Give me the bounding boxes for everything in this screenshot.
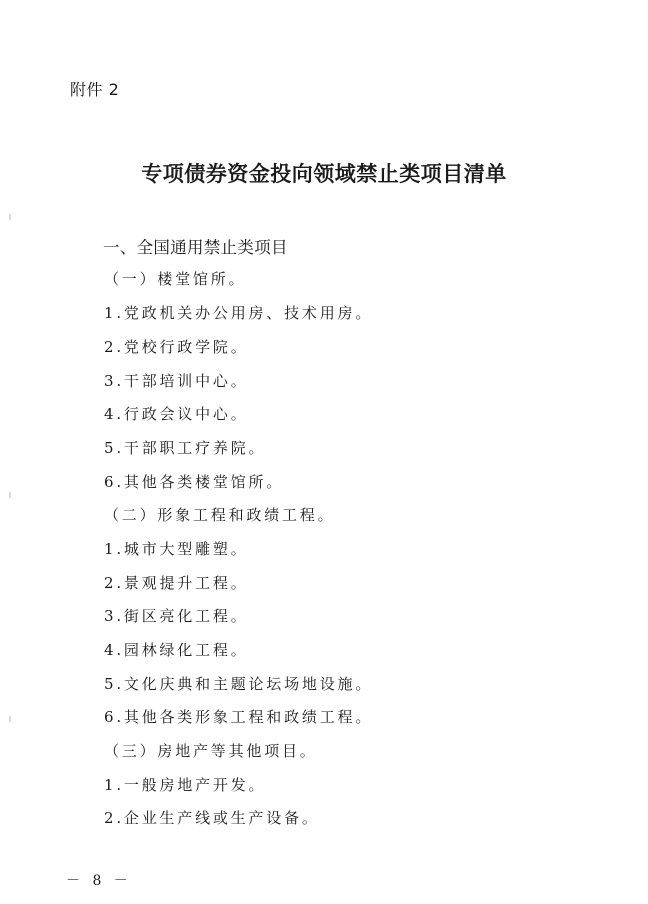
list-item: 2.景观提升工程。 — [104, 574, 249, 592]
list-item: 3.街区亮化工程。 — [104, 607, 249, 625]
list-item: 1.城市大型雕塑。 — [104, 540, 249, 558]
scan-mark — [9, 214, 11, 220]
subsection-heading-3: （三）房地产等其他项目。 — [104, 742, 318, 760]
subsection-heading-1: （一）楼堂馆所。 — [104, 270, 247, 288]
section-heading: 一、全国通用禁止类项目 — [103, 238, 288, 257]
list-item: 3.干部培训中心。 — [104, 372, 249, 390]
subsection-heading-2: （二）形象工程和政绩工程。 — [104, 506, 336, 524]
list-item: 1.一般房地产开发。 — [104, 776, 267, 794]
list-item: 6.其他各类楼堂馆所。 — [104, 473, 285, 491]
list-item: 5.干部职工疗养院。 — [104, 439, 267, 457]
list-item: 4.园林绿化工程。 — [104, 641, 249, 659]
list-item: 4.行政会议中心。 — [104, 405, 249, 423]
list-item: 6.其他各类形象工程和政绩工程。 — [104, 708, 374, 726]
scan-mark — [9, 716, 11, 722]
document-title: 专项债券资金投向领域禁止类项目清单 — [141, 161, 507, 186]
scan-mark — [9, 492, 11, 498]
list-item: 1.党政机关办公用房、技术用房。 — [104, 304, 374, 322]
page-number: － 8 － — [66, 873, 132, 889]
attachment-label: 附件 2 — [70, 80, 120, 99]
list-item: 2.企业生产线或生产设备。 — [104, 809, 320, 827]
list-item: 5.文化庆典和主题论坛场地设施。 — [104, 675, 374, 693]
list-item: 2.党校行政学院。 — [104, 338, 249, 356]
